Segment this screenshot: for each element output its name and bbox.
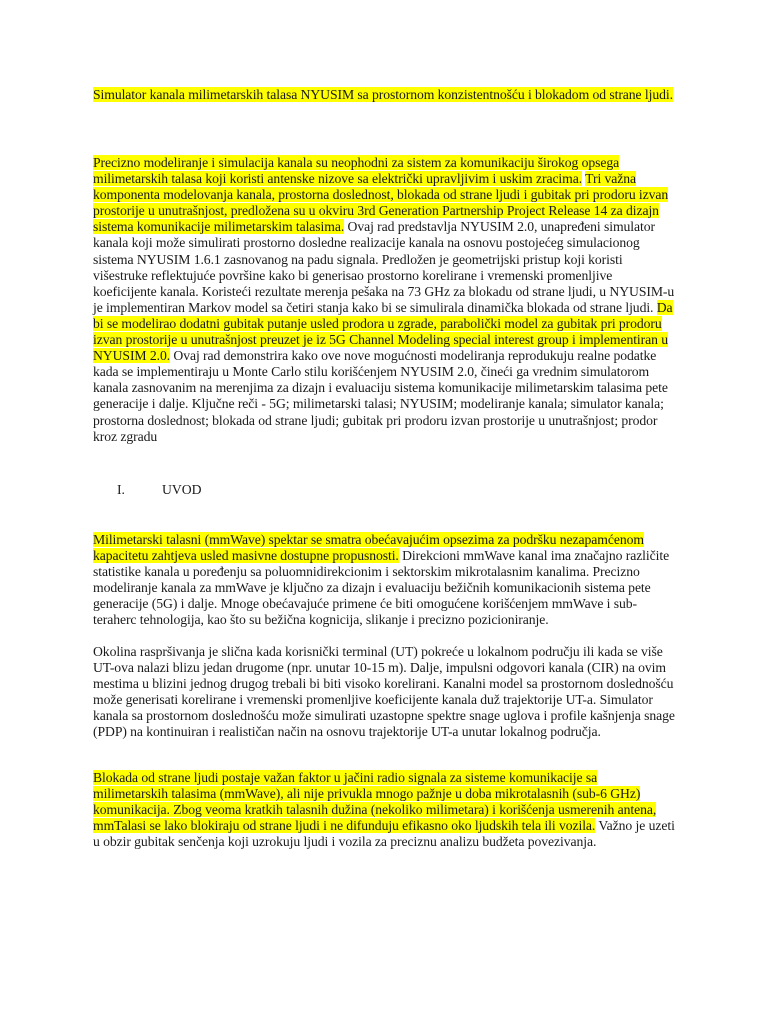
abstract-paragraph <box>93 155 675 445</box>
abstract-text-1: Ovaj rad predstavlja NYUSIM 2.0, unapređeni simulator kanala koji može simulirati prostorno dosledne realizacije kanala na osnovu postojećeg simulacionog sistema NYUSIM 1.6.1 zasnovanog na padu signala. Predložen je geometrijski pristup koji koristi višestruke reflektujuće površine kako bi generisao prostorno korelirane i vremenski promenljive koeficijente kanala. Koristeći rezultate merenja pešaka na 73 GHz za blokadu od strane ljudi, u NYUSIM-u je implementiran Markov model sa četiri stanja kako bi se simulirala dinamička blokada od strane ljudi. <box>93 219 675 315</box>
intro-paragraph-3 <box>93 770 675 850</box>
section-title: UVOD <box>162 482 202 497</box>
intro-paragraph-1 <box>93 532 675 629</box>
highlighted-abstract-sentence-4: Da bi se modelirao dodatni gubitak putanje usled prodora u zgrade, parabolički model za gubitak pri prodoru izvan prostorije u unutrašnjost preuzet je iz 5G Channel Modeling special interest group i implementiran u NYUSIM 2.0. <box>93 299 673 364</box>
intro-text-3: Važno je uzeti u obzir gubitak senčenja koji uzrokuju ljudi i vozila za preciznu analizu budžeta povezivanja. <box>93 818 675 850</box>
highlighted-intro-sentence-1: Milimetarski talasni (mmWave) spektar se smatra obećavajućim opsezima za podršku nezapamćenom kapacitetu zahtjeva usled masivne dostupne propusnosti. <box>93 532 644 564</box>
section-number: I. <box>117 482 125 497</box>
highlighted-abstract-sentence-1: Precizno modeliranje i simulacija kanala su neophodni za sistem za komunikaciju širokog opsega milimetarskih talasa koji koristi antenske nizove sa električki upravljivim i uskim zracima. <box>93 155 620 187</box>
intro-text-1: Direkcioni mmWave kanal ima značajno različite statistike kanala u poređenju sa poluomnidirekcionim i sektorskim mikrotalasnim kanalima. Precizno modeliranje kanala za mmWave je ključno za dizajn i evaluaciju bežičnih komunikacionih sistema pete generacije (5G) i dalje. Mnoge obećavajuće primene će biti omogućene korišćenjem mmWave i sub-teraherc tehnologija, kao što su bežična kognicija, slikanje i precizno pozicioniranje. <box>93 548 670 628</box>
intro-text-2: Okolina raspršivanja je slična kada korisnički terminal (UT) pokreće u lokalnom području ili kada se više UT-ova nalazi blizu jedan drugome (npr. unutar 10-15 m). Dalje, impulsni odgovori kanala (CIR) na ovim mestima u blizini jednog drugog trebali bi biti visoko korelirani. Kanalni model sa prostornom doslednošću može generisati korelirane i vremenski promenljive koeficijente kanala duž trajektorije UT-a. Simulator kanala sa prostornom doslednošću može simulirati uzastopne spektre snage uglova i profile kašnjenja snage (PDP) na kontinuiran i realističan način na osnovu trajektorije UT-a unutar lokalnog područja. <box>93 644 675 740</box>
document-title <box>93 87 675 103</box>
section-heading <box>117 482 202 498</box>
highlighted-intro-sentence-3: Blokada od strane ljudi postaje važan faktor u jačini radio signala za sisteme komunikacije sa milimetarskih talasima (mmWave), ali nije privukla mnogo pažnje u doba mikrotalasnih (sub-6 GHz) komunikacija. Zbog veoma kratkih talasnih dužina (nekoliko milimetara) i korišćenja usmerenih antena, mmTalasi se lako blokiraju od strane ljudi i ne difunduju efikasno oko ljudskih tela ili vozila. <box>93 770 657 834</box>
intro-paragraph-2 <box>93 644 675 741</box>
highlighted-abstract-sentence-2: Tri važna komponenta modelovanja kanala, prostorna doslednost, blokada od strane ljudi i gubitak pri prodoru izvan prostorije u unutrašnjost, predložena su u okviru 3rd Generation Partnership Project Release 14 za dizajn sistema komunikacije milimetarskim talasima. <box>93 171 669 235</box>
highlighted-title-text: Simulator kanala milimetarskih talasa NYUSIM sa prostornom konzistentnošću i blokadom od strane ljudi. <box>93 87 673 102</box>
abstract-text-2: Ovaj rad demonstrira kako ove nove mogućnosti modeliranja reprodukuju realne podatke kada se implementiraju u Monte Carlo stilu korišćenjem NYUSIM 2.0, čineći ga vrednim simulatorom kanala zasnovanim na merenjima za dizajn i evaluaciju sistema komunikacije milimetarskim talasima pete generacije i dalje. Ključne reči - 5G; milimetarski talasi; NYUSIM; modeliranje kanala; simulator kanala; prostorna doslednost; blokada od strane ljudi; gubitak pri prodoru izvan prostorije u unutrašnjost; prodor kroz zgradu <box>93 348 668 444</box>
